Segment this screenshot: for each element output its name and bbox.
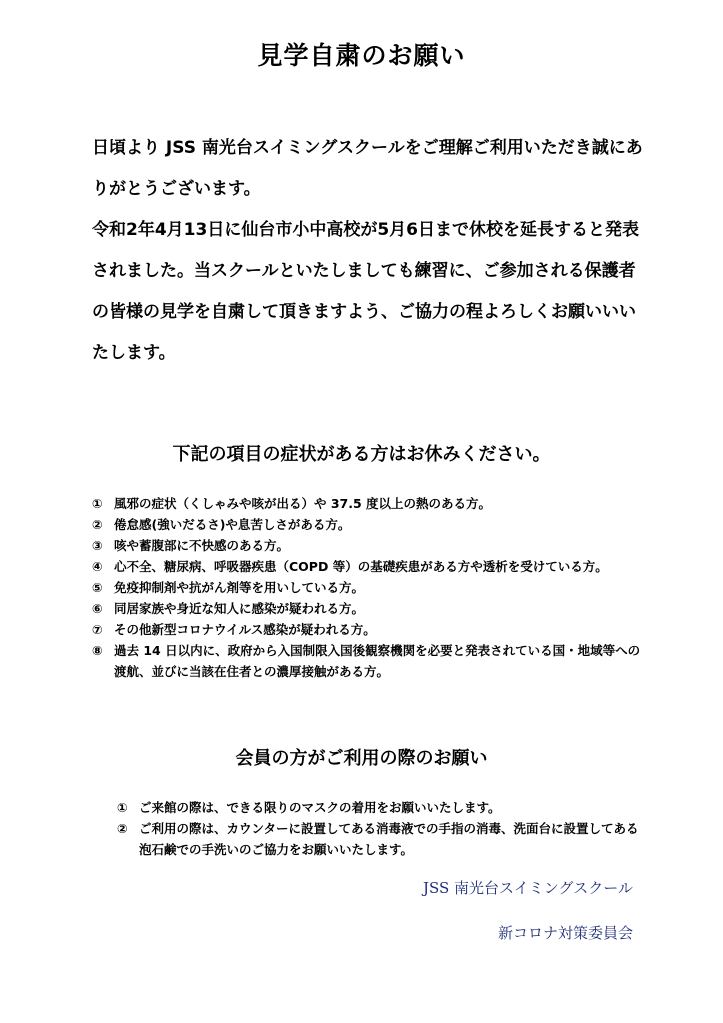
symptom-list (92, 493, 644, 682)
item-text: 咳や蓄腹部に不快感のある方。 (114, 538, 290, 553)
list-item (92, 493, 644, 514)
item-text: 風邪の症状（くしゃみや咳が出る）や 37.5 度以上の熱のある方。 (114, 496, 492, 511)
item-number: ① (117, 800, 128, 815)
item-number: ① (92, 496, 103, 511)
item-number: ③ (92, 538, 103, 553)
item-number: ⑧ (92, 643, 103, 658)
item-text: ご利用の際は、カウンターに設置してある消毒液での手指の消毒、洗面台に設置してある泡石鹸での手洗いのご協力をお願いいたします。 (139, 821, 639, 857)
intro-paragraph-1: 日頃より JSS 南光台スイミングスクールをご理解ご利用いただき誠にありがとうございます。 (92, 138, 643, 199)
item-number: ⑥ (92, 601, 103, 616)
item-text: 免疫抑制剤や抗がん剤等を用いしている方。 (114, 580, 365, 595)
item-number: ⑤ (92, 580, 103, 595)
symptoms-heading: 下記の項目の症状がある方はお休みください。 (172, 444, 551, 465)
signature-school: JSS 南光台スイミングスクール (422, 879, 633, 897)
signature-committee: 新コロナ対策委員会 (497, 924, 633, 942)
item-text: 倦怠感(強いだるさ)や息苦しさがある方。 (114, 517, 351, 532)
item-text: 過去 14 日以内に、政府から入国制限入国後観察機関を必要と発表されている国・地域等への渡航、並びに当該在住者との濃厚接触がある方。 (114, 643, 641, 679)
item-number: ② (92, 517, 103, 532)
list-item (117, 797, 644, 818)
intro-text (92, 128, 652, 374)
list-item (92, 577, 644, 598)
page-title: 見学自粛のお願い (257, 41, 466, 70)
item-number: ② (117, 821, 128, 836)
list-item (92, 514, 644, 535)
list-item (92, 535, 644, 556)
item-text: 同居家族や身近な知人に感染が疑われる方。 (114, 601, 365, 616)
members-heading: 会員の方がご利用の際のお願い (235, 748, 488, 769)
item-number: ⑦ (92, 622, 103, 637)
item-text: ご来館の際は、できる限りのマスクの着用をお願いいたします。 (139, 800, 501, 815)
list-item (92, 640, 644, 682)
list-item (92, 619, 644, 640)
list-item (117, 818, 644, 860)
item-number: ④ (92, 559, 103, 574)
intro-paragraph-2: 令和2年4月13日に仙台市小中高校が5月6日まで休校を延長すると発表されました。当スクールといたしましても練習に、ご参加される保護者の皆様の見学を自粛して頂きますよう、ご協力の程よろしくお願いいいたします。 (92, 220, 639, 363)
item-text: 心不全、糖尿病、呼吸器疾患（COPD 等）の基礎疾患がある方や透析を受けている方。 (114, 559, 608, 574)
list-item (92, 556, 644, 577)
list-item (92, 598, 644, 619)
member-request-list (117, 797, 644, 860)
item-text: その他新型コロナウイルス感染が疑われる方。 (114, 622, 376, 637)
